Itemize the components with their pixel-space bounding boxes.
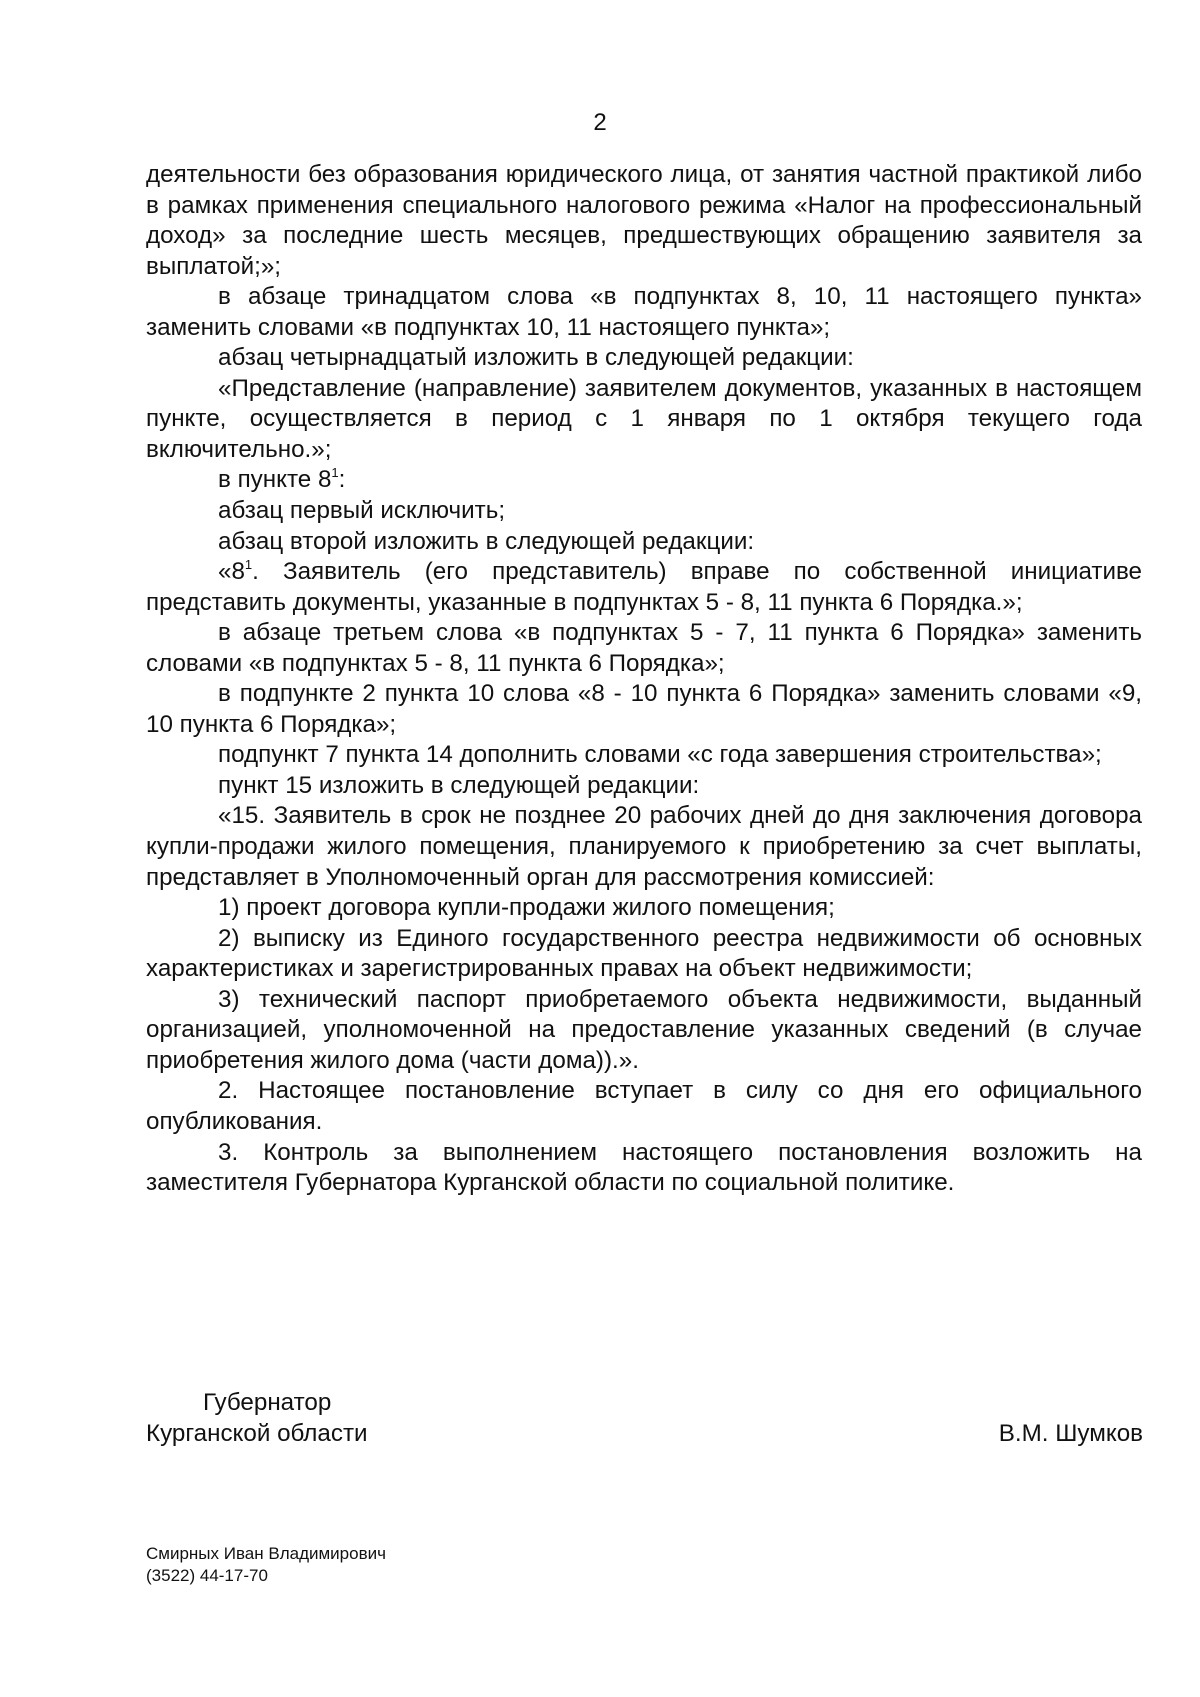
superscript: 1 xyxy=(331,465,339,481)
paragraph: абзац первый исключить; xyxy=(218,497,506,525)
page-number: 2 xyxy=(593,109,607,136)
superscript: 1 xyxy=(244,557,253,573)
paragraph: в абзаце тринадцатом слова «в подпунктах 8, 10, 11 настоящего пункта» заменить словами «в подпунктах 10, 11 настоящего пункта»; xyxy=(146,283,1142,341)
paragraph: в абзаце третьем слова «в подпунктах 5 - 7, 11 пункта 6 Порядка» заменить словами «в подпунктах 5 - 8, 11 пункта 6 Порядка»; xyxy=(146,619,1142,677)
paragraph: подпункт 7 пункта 14 дополнить словами «с года завершения строительства»; xyxy=(218,741,1102,769)
paragraph-text: : xyxy=(338,466,346,494)
paragraph: 1) проект договора купли-продажи жилого помещения; xyxy=(218,894,835,922)
paragraph: в подпункте 2 пункта 10 слова «8 - 10 пункта 6 Порядка» заменить словами «9, 10 пункта 6 Порядка»; xyxy=(146,680,1142,738)
paragraph-text: «8 xyxy=(218,558,245,586)
signatory-title: Губернатор xyxy=(203,1389,332,1416)
paragraph-text: . Заявитель (его представитель) вправе по собственной инициативе представить документы, указанные в подпунктах 5 - 8, 11 пункта 6 Порядка.»; xyxy=(146,558,1142,616)
paragraph xyxy=(146,465,1142,496)
paragraph: «15. Заявитель в срок не позднее 20 рабочих дней до дня заключения договора купли-продажи жилого помещения, планируемого к приобретению за счет выплаты, представляет в Уполномоченный орган для рассмотрения комиссией: xyxy=(146,802,1142,891)
signatory-region: Курганской области xyxy=(146,1420,368,1447)
paragraph: «Представление (направление) заявителем документов, указанных в настоящем пункте, осуществляется в период с 1 января по 1 октября текущего года включительно.»; xyxy=(146,374,1142,463)
paragraph: 3) технический паспорт приобретаемого объекта недвижимости, выданный организацией, уполномоченной на предоставление указанных сведений (в случае приобретения жилого дома (части дома)).». xyxy=(146,985,1142,1074)
paragraph: пункт 15 изложить в следующей редакции: xyxy=(218,771,700,799)
paragraph xyxy=(146,557,1142,618)
executor-phone: (3522) 44-17-70 xyxy=(146,1566,268,1585)
paragraph: деятельности без образования юридического лица, от занятия частной практикой либо в рамках применения специального налогового режима «Налог на профессиональный доход» за последние шесть месяцев, предшествующих обращению заявителя за выплатой;»; xyxy=(146,161,1142,280)
executor-name: Смирных Иван Владимирович xyxy=(146,1544,386,1563)
paragraph: 2. Настоящее постановление вступает в силу со дня его официального опубликования. xyxy=(146,1077,1142,1135)
paragraph-text: в пункте 8 xyxy=(218,466,332,494)
signature-block xyxy=(146,1387,368,1449)
executor-block xyxy=(146,1543,386,1587)
signatory-name: В.М. Шумков xyxy=(998,1420,1143,1447)
paragraph: 2) выписку из Единого государственного реестра недвижимости об основных характеристиках и зарегистрированных правах на объект недвижимости; xyxy=(146,924,1142,983)
document-body xyxy=(146,160,1142,1199)
paragraph: 3. Контроль за выполнением настоящего постановления возложить на заместителя Губернатора Курганской области по социальной политике. xyxy=(146,1138,1142,1197)
paragraph: абзац второй изложить в следующей редакции: xyxy=(218,527,755,555)
paragraph: абзац четырнадцатый изложить в следующей редакции: xyxy=(218,344,854,372)
